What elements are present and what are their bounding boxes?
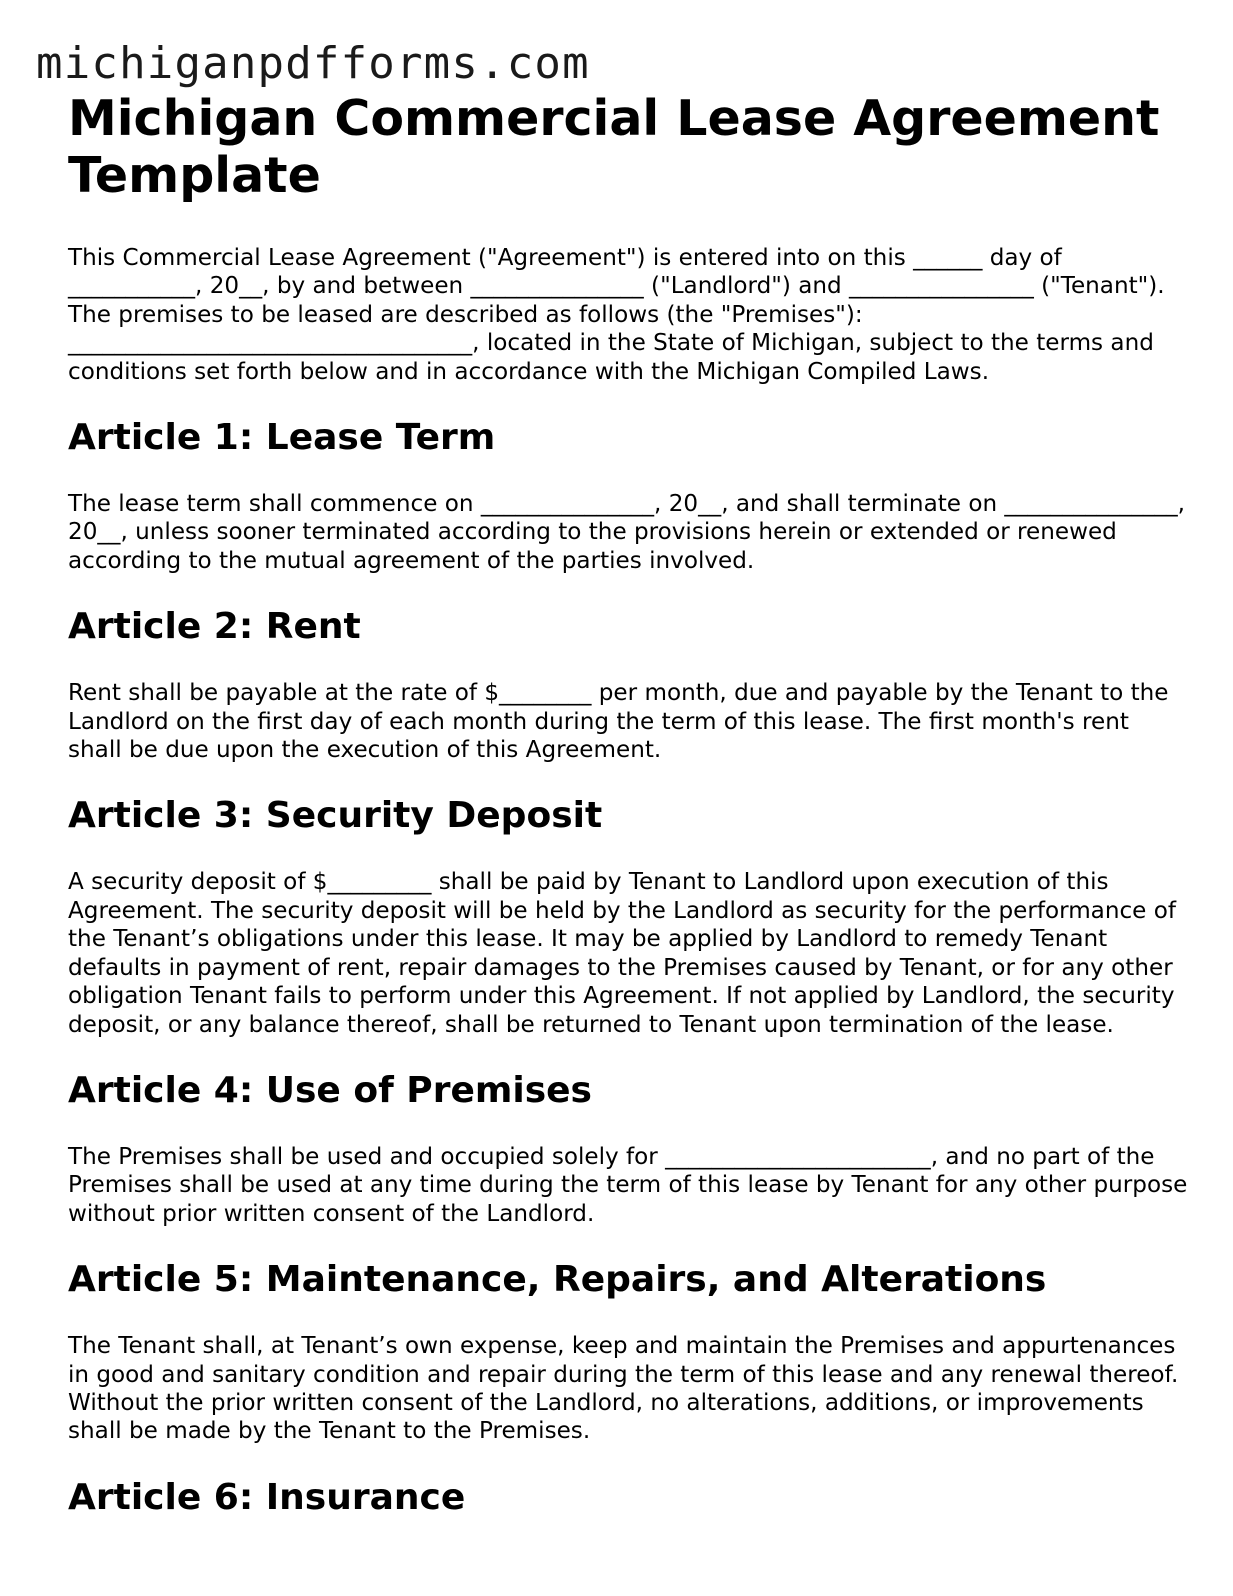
article-heading: Article 2: Rent — [68, 606, 361, 648]
article-heading: Article 4: Use of Premises — [68, 1069, 592, 1111]
site-watermark: michiganpdfforms.com — [36, 38, 590, 89]
article-6 — [68, 1476, 1188, 1520]
article-1 — [68, 416, 1188, 575]
article-body: The Premises shall be used and occupied solely for _______________________, and no part of the Premises shall be used at any time during the term of this lease by Tenant for any other purpose without prior written consent of the Landlord. — [68, 1143, 1188, 1227]
article-body: Rent shall be payable at the rate of $________ per month, due and payable by the Tenant to the Landlord on the first day of each month during the term of this lease. The first month's rent shall be due upon the execution of this Agreement. — [68, 680, 1169, 764]
article-heading: Article 5: Maintenance, Repairs, and Alterations — [68, 1259, 1047, 1301]
article-body: The lease term shall commence on _______________, 20__, and shall terminate on _______________, 20__, unless sooner terminated according to the provisions herein or extended or renewed according to the mutual agreement of the parties involved. — [68, 491, 1185, 574]
article-heading: Article 3: Security Deposit — [68, 795, 603, 837]
article-4 — [68, 1069, 1188, 1228]
intro-paragraph: This Commercial Lease Agreement ("Agreement") is entered into on this ______ day of ___________, 20__, by and between _______________ ("Landlord") and ________________ ("Tenant"). The premises to be leased are described as follows (the "Premises"): ___________________________________, located in the State of Michigan, subject to the terms and conditions set forth below and in accordance with the Michigan Compiled Laws. — [68, 245, 1165, 385]
document-title: Michigan Commercial Lease Agreement Template — [68, 90, 1160, 204]
article-5 — [68, 1258, 1188, 1446]
article-3 — [68, 794, 1188, 1038]
article-2 — [68, 605, 1188, 764]
document-body — [68, 90, 1188, 1550]
article-body: A security deposit of $_________ shall be paid by Tenant to Landlord upon execution of this Agreement. The security deposit will be held by the Landlord as security for the performance of the Tenant’s obligations under this lease. It may be applied by Landlord to remedy Tenant defaults in payment of rent, repair damages to the Premises caused by Tenant, or for any other obligation Tenant fails to perform under this Agreement. If not applied by Landlord, the security deposit, or any balance thereof, shall be returned to Tenant upon termination of the lease. — [68, 869, 1176, 1038]
article-body: The Tenant shall, at Tenant’s own expense, keep and maintain the Premises and appurtenances in good and sanitary condition and repair during the term of this lease and any renewal thereof. Without the prior written consent of the Landlord, no alterations, additions, or improvements shall be made by the Tenant to the Premises. — [68, 1333, 1179, 1445]
article-heading: Article 1: Lease Term — [68, 417, 496, 459]
article-heading: Article 6: Insurance — [68, 1476, 466, 1518]
